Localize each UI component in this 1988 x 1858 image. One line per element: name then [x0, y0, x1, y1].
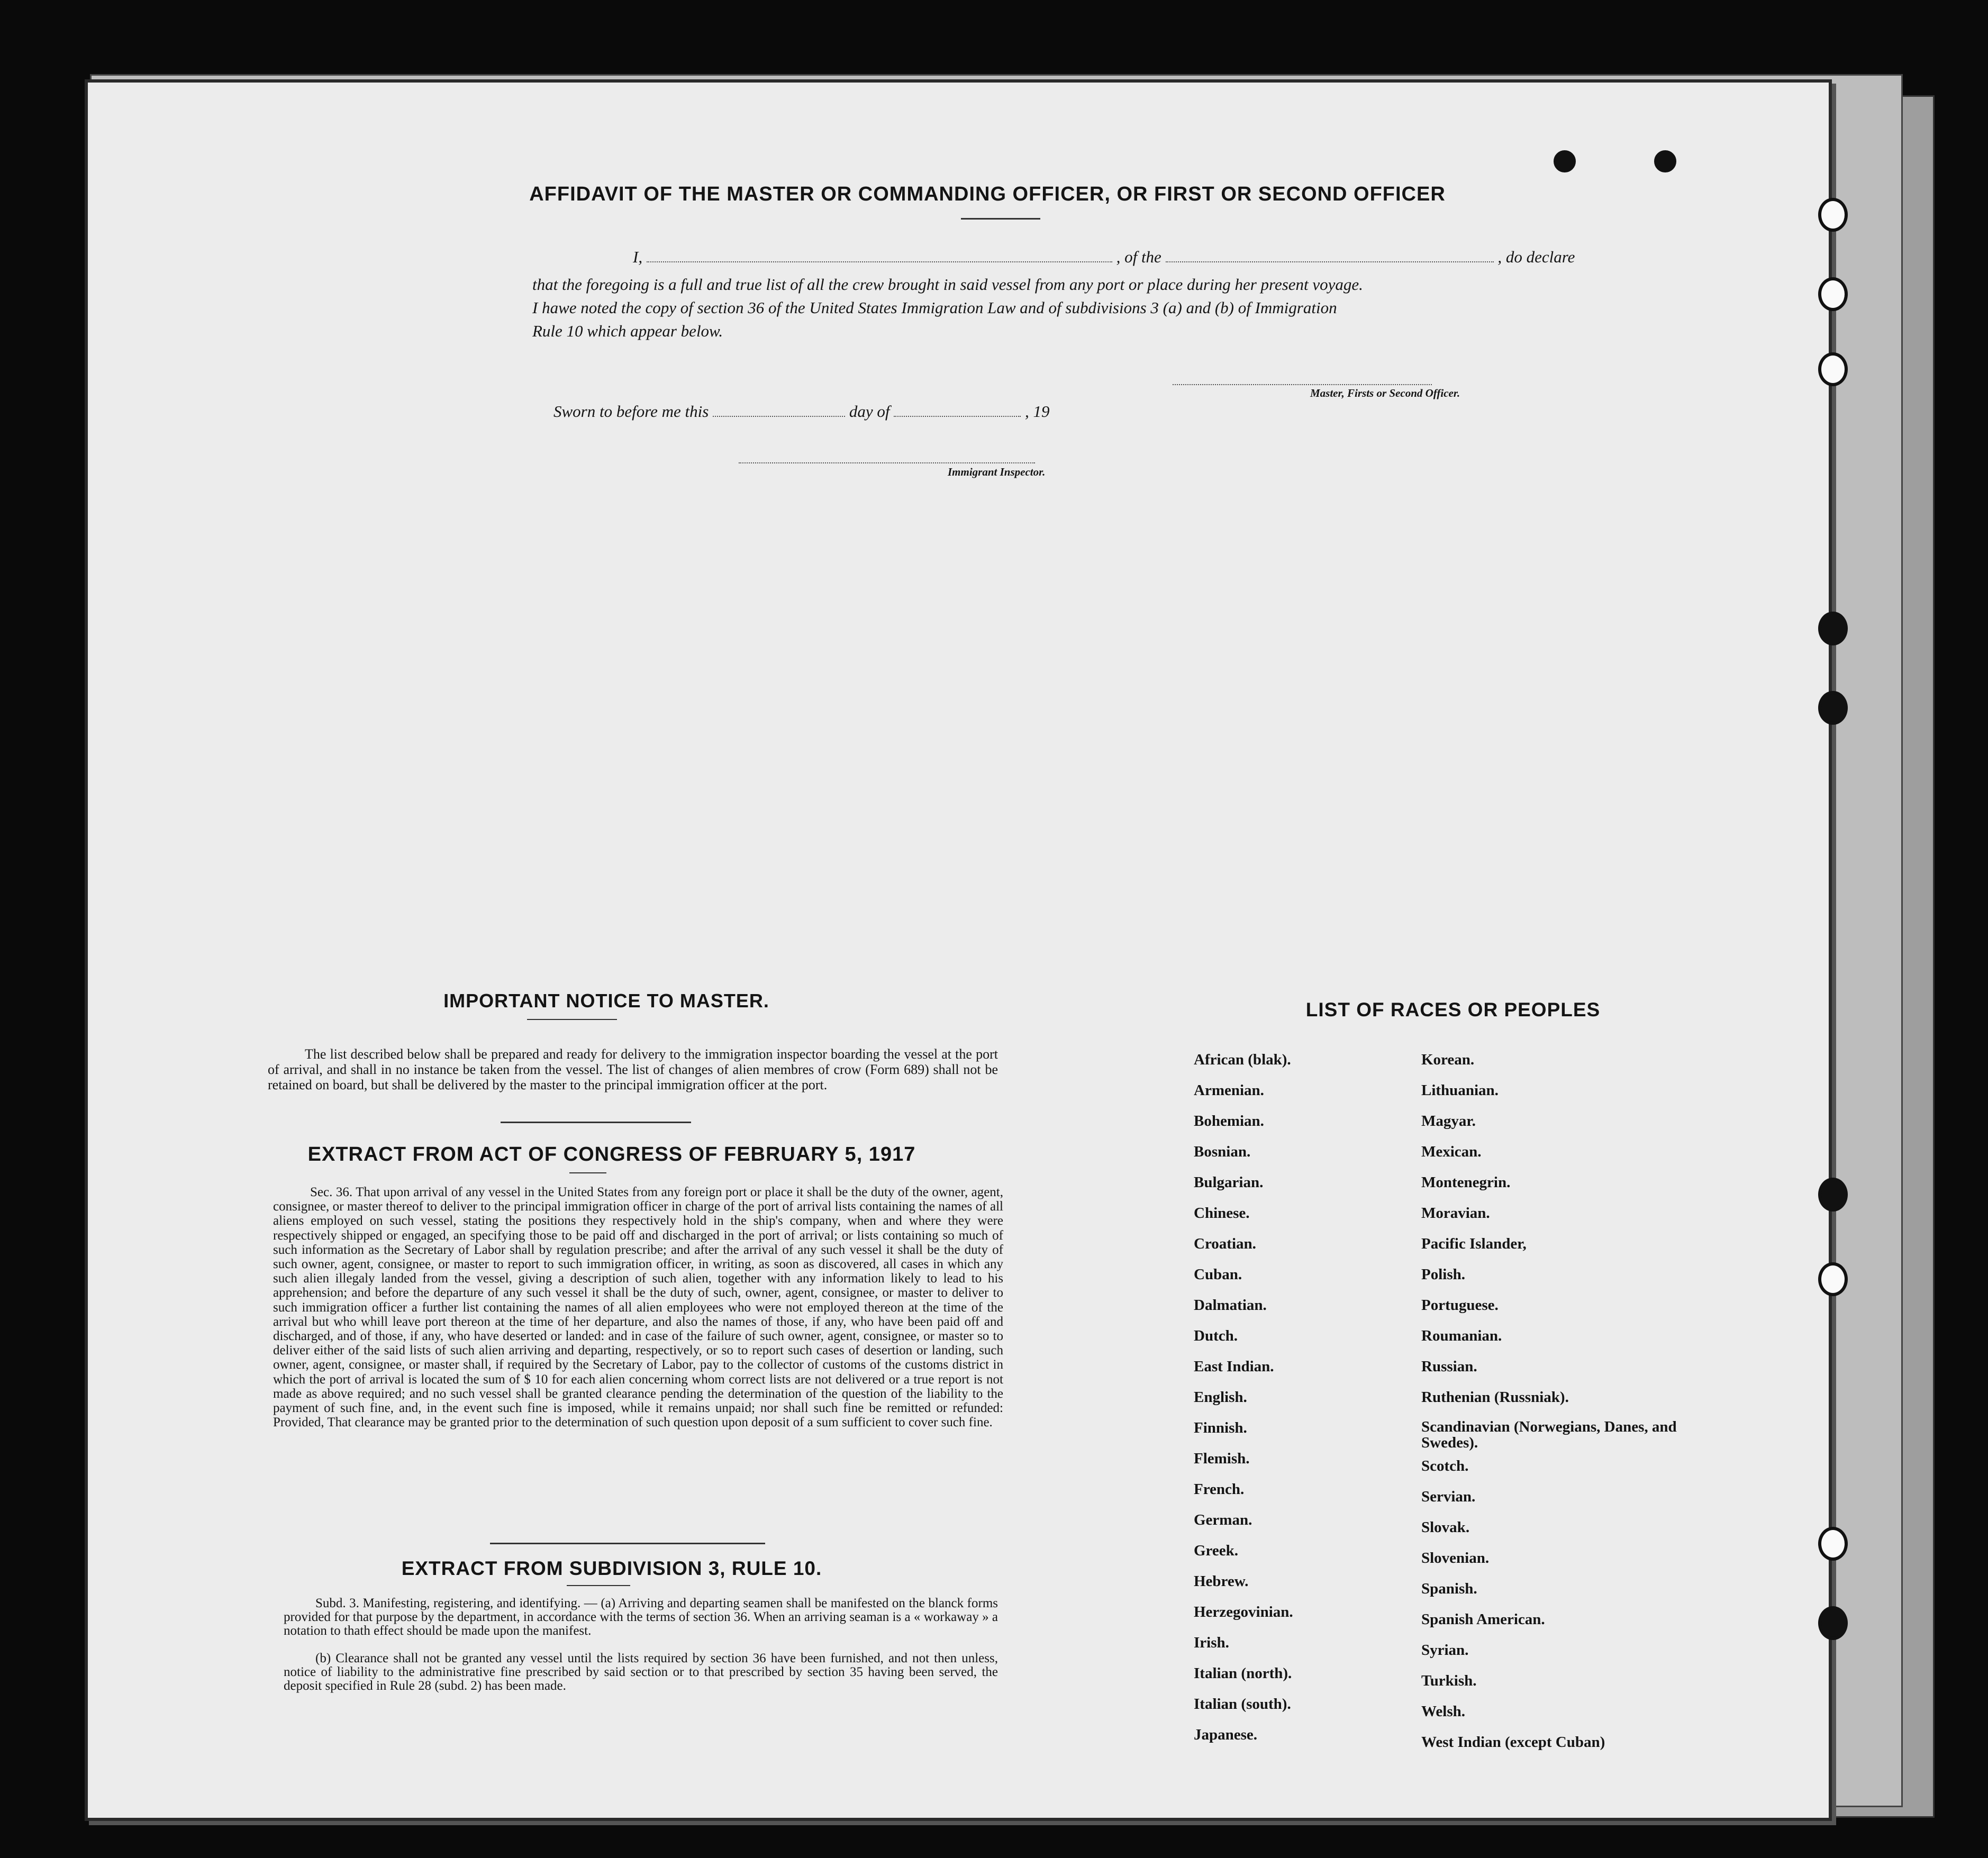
officer-name-blank[interactable]: [647, 261, 1112, 262]
declaration-body: [532, 273, 1580, 343]
race-item: Moravian.: [1421, 1205, 1490, 1222]
act-text: Sec. 36. That upon arrival of any vessel in the United States from any foreign port or place it shall be the duty of the owner, agent, consignee, or master thereof to deliver to the principal immigration officer in charge of the port of arrival lists containing the names of all aliens employed on such vessel, stating the positions they respectively hold in the ship's company, when and where they were respectively shipped or engaged, an specifying those to be paid off and discharged in the port of arrival; or lists containing so much of such information as the Secretary of Labor shall by regulation prescribe; and after the arrival of any such vessel it shall be the duty of such owner, agent, consignee, or master to report to such immigration officer, in writing, as soon as discovered, all cases in which any such alien illegaly landed from the vessel, giving a description of such alien, together with any information likely to lead to his apprehension; and before the departure of any such vessel it shall be the duty of such, owner, agent, consignee, or master to deliver to such immigration officer a further list containing the names of all alien employees who were not employed thereon at the time of the arrival but who whill leave port thereon at the time of her departure, and also the names of those, if any, who have been paid off and discharged, and of those, if any, who have deserted or landed: and in case of the failure of such owner, agent, consignee, or master so to deliver either of the said lists of such alien arriving and departing, respectively, or so to report such cases of desertion or landing, such owner, agent, consignee, or master shall, if required by the Secretary of Labor, pay to the collector of customs of the customs district in which the port of arrival is located the sum of $ 10 for each alien concerning whom correct lists are not delivered or a true report is not made as above required; and no such vessel shall be granted clearance pending the determination of the question of the liability to the payment of such fine, and, in the event such fine is imposed, while it remains unpaid; nor shall such fine be remitted or refunded: Provided, That clearance may be granted prior to the determination of such question upon deposit of a sum sufficient to cover such fine.: [273, 1185, 1003, 1430]
punch-hole: [1818, 198, 1848, 232]
race-item: Herzegovinian.: [1194, 1604, 1293, 1620]
race-item: Turkish.: [1421, 1672, 1477, 1689]
race-item: Servian.: [1421, 1488, 1476, 1505]
race-item: Slovenian.: [1421, 1550, 1490, 1566]
race-item: Polish.: [1421, 1266, 1465, 1283]
declaration-do-declare: , do declare: [1497, 248, 1575, 266]
race-item: Scandinavian (Norwegians, Danes, and Swedes).: [1421, 1418, 1677, 1451]
races-title: LIST OF RACES OR PEOPLES: [1305, 999, 1601, 1021]
punch-hole: [1554, 150, 1576, 172]
race-item: West Indian (except Cuban): [1421, 1734, 1605, 1751]
race-item: Greek.: [1194, 1542, 1239, 1559]
race-item: Irish.: [1194, 1634, 1229, 1651]
master-signature-line[interactable]: [1173, 384, 1432, 385]
punch-hole: [1818, 1606, 1848, 1640]
declaration-line-4: Rule 10 which appear below.: [532, 322, 723, 340]
act-rule: [569, 1172, 606, 1173]
race-item: Mexican.: [1421, 1143, 1482, 1160]
sworn-label: Sworn to before me this: [553, 402, 709, 421]
declaration-of-the: , of the: [1116, 248, 1161, 266]
sworn-day-blank[interactable]: [713, 416, 845, 417]
race-item: Dutch.: [1194, 1327, 1238, 1344]
race-item: Scotch.: [1421, 1458, 1469, 1474]
declaration-line-2: that the foregoing is a full and true list of all the crew brought in said vessel from any port or place during her present voyage.: [532, 275, 1363, 294]
race-item: Pacific Islander,: [1421, 1235, 1527, 1252]
race-item: Finnish.: [1194, 1419, 1247, 1436]
rule-title: EXTRACT FROM SUBDIVISION 3, RULE 10.: [401, 1558, 822, 1579]
race-item: Japanese.: [1194, 1726, 1258, 1743]
punch-hole: [1818, 691, 1848, 725]
section-divider: [490, 1543, 765, 1544]
race-item: Italian (north).: [1194, 1665, 1292, 1682]
notice-rule: [527, 1019, 617, 1020]
act-title: EXTRACT FROM ACT OF CONGRESS OF FEBRUARY 5, 1917: [307, 1143, 916, 1165]
rule-text-a: Subd. 3. Manifesting, registering, and identifying. — (a) Arriving and departing seamen shall be manifested on the blanck forms provided for that purpose by the department, in accordance with the terms of section 36. When an arriving seaman is a « workaway » a notation to thath effect should be made upon the manifest.: [284, 1596, 998, 1638]
inspector-signature-caption: Immigrant Inspector.: [948, 466, 1046, 478]
punch-hole: [1818, 1178, 1848, 1212]
punch-hole: [1818, 277, 1848, 311]
punch-hole: [1818, 1262, 1848, 1296]
race-item: East Indian.: [1194, 1358, 1274, 1375]
sworn-day-of: day of: [849, 402, 890, 421]
race-item: Hebrew.: [1194, 1573, 1249, 1590]
title-rule: [961, 218, 1040, 220]
race-item: Italian (south).: [1194, 1696, 1291, 1713]
punch-hole: [1818, 1527, 1848, 1561]
race-item: Syrian.: [1421, 1642, 1469, 1659]
race-item: Russian.: [1421, 1358, 1477, 1375]
punch-hole: [1654, 150, 1676, 172]
punch-hole: [1818, 352, 1848, 386]
races-column-2: [1421, 1051, 1728, 1764]
race-item: Magyar.: [1421, 1113, 1476, 1130]
race-item: Montenegrin.: [1421, 1174, 1511, 1191]
race-item: Portuguese.: [1421, 1297, 1499, 1314]
punch-hole: [1818, 612, 1848, 645]
race-item: Armenian.: [1194, 1082, 1264, 1099]
race-item: Croatian.: [1194, 1235, 1256, 1252]
race-item: Welsh.: [1421, 1703, 1465, 1720]
declaration-line-1: [543, 248, 1580, 267]
section-divider: [501, 1122, 691, 1123]
race-item: Slovak.: [1421, 1519, 1470, 1536]
master-signature-caption: Master, Firsts or Second Officer.: [1310, 387, 1460, 399]
race-item: Lithuanian.: [1421, 1082, 1499, 1099]
race-item: German.: [1194, 1511, 1252, 1528]
race-item: French.: [1194, 1481, 1245, 1498]
rule-title-rule: [567, 1585, 630, 1586]
sworn-year: , 19: [1024, 402, 1050, 421]
declaration-i: I,: [633, 248, 643, 266]
race-item: African (blak).: [1194, 1051, 1291, 1068]
race-item: Korean.: [1421, 1051, 1475, 1068]
notice-text: The list described below shall be prepared and ready for delivery to the immigration inspector boarding the vessel at the port of arrival, and shall in no instance be taken from the vessel. The list of changes of alien membres of crow (Form 689) shall not be retained on board, but shall be delivered by the master to the principal immigration officer at the port.: [268, 1046, 998, 1092]
race-item: Bulgarian.: [1194, 1174, 1264, 1191]
race-item: Bohemian.: [1194, 1113, 1264, 1130]
race-item: Chinese.: [1194, 1205, 1250, 1222]
race-item: Bosnian.: [1194, 1143, 1251, 1160]
inspector-signature-line[interactable]: [739, 462, 1035, 463]
sworn-line: [553, 402, 1241, 421]
sworn-month-blank[interactable]: [894, 416, 1021, 417]
race-item: Spanish.: [1421, 1580, 1477, 1597]
notice-title: IMPORTANT NOTICE TO MASTER.: [443, 990, 769, 1012]
race-item: Spanish American.: [1421, 1611, 1545, 1628]
races-column-1: [1194, 1051, 1427, 1756]
rule-text-b: (b) Clearance shall not be granted any vessel until the lists required by section 36 have been furnished, and not then unless, notice of liability to the administrative fine prescribed by said section or to that prescribed by section 35 having been served, the deposit specified in Rule 28 (subd. 2) has been made.: [284, 1651, 998, 1693]
race-item: Roumanian.: [1421, 1327, 1502, 1344]
affidavit-title: AFFIDAVIT OF THE MASTER OR COMMANDING OFFICER, OR FIRST OR SECOND OFFICER: [529, 183, 1446, 205]
race-item: Ruthenian (Russniak).: [1421, 1389, 1569, 1406]
vessel-name-blank[interactable]: [1166, 261, 1494, 262]
race-item: Cuban.: [1194, 1266, 1242, 1283]
document-page: [85, 79, 1832, 1821]
race-item: Dalmatian.: [1194, 1297, 1267, 1314]
declaration-line-3: I hawe noted the copy of section 36 of the United States Immigration Law and of subdivisions 3 (a) and (b) of Immigration: [532, 298, 1337, 317]
race-item: Flemish.: [1194, 1450, 1250, 1467]
race-item: English.: [1194, 1389, 1247, 1406]
